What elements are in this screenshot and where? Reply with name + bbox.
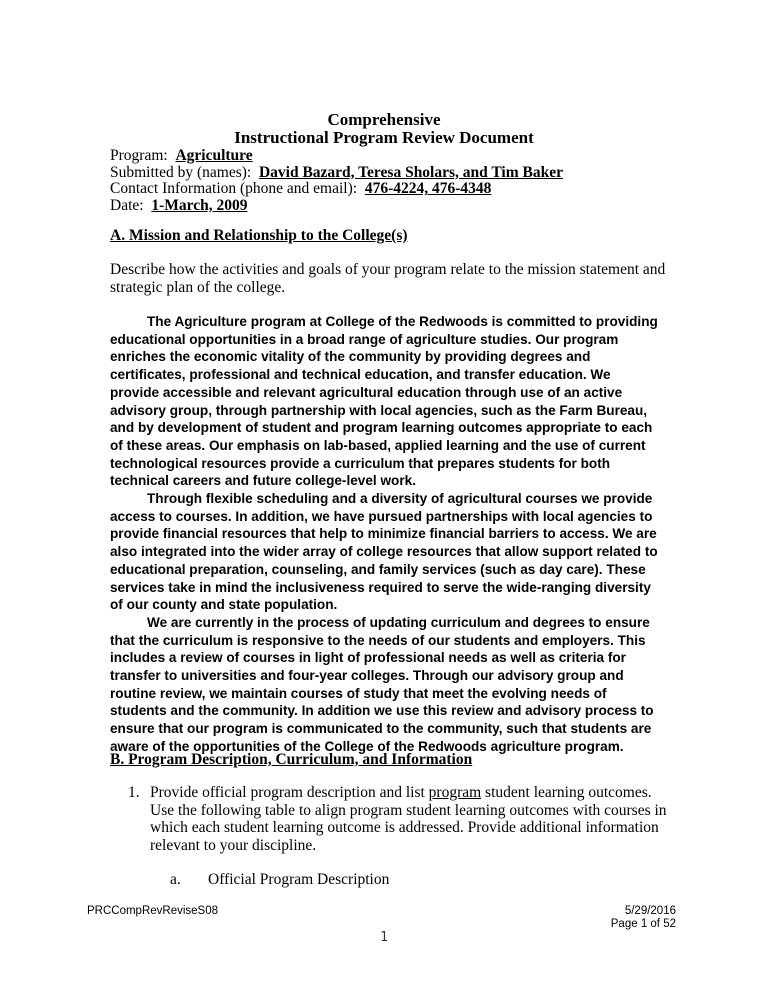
response-paragraph: The Agriculture program at College of the Redwoods is committed to providing educational opportunities in a broad range of agriculture studies. Our program enriches the economic vitality of the community by providing degrees and certificates, professional and technical education, and transfer education. We provide accessible and relevant agricultural education through use of an active advisory group, through partnership with local agencies, such as the Farm Bureau, and by development of student and program learning outcomes appropriate to each of these areas. Our emphasis on lab-based, applied learning and the use of current technological resources provide a curriculum that prepares students for both technical careers and future college-level work. xyxy=(110,314,658,489)
section-a-prompt: Describe how the activities and goals of your program relate to the mission statement and strategic plan of the college. xyxy=(110,261,666,296)
contact-row xyxy=(110,181,563,198)
program-label: Program: xyxy=(110,147,168,164)
section-b-heading: B. Program Description, Curriculum, and Information xyxy=(110,751,473,768)
footer-doc-id: PRCCompRevReviseS08 xyxy=(87,905,219,917)
program-row xyxy=(110,148,563,165)
date-row xyxy=(110,198,563,215)
submitted-row xyxy=(110,165,563,182)
footer-page-of: Page 1 of 52 xyxy=(610,918,676,930)
list-item-1 xyxy=(128,784,688,854)
program-info xyxy=(110,148,563,214)
submitted-value: David Bazard, Teresa Sholars, and Tim Baker xyxy=(258,163,563,181)
submitted-label: Submitted by (names): xyxy=(110,163,252,181)
program-value: Agriculture xyxy=(175,147,253,164)
section-a-heading: A. Mission and Relationship to the College(s) xyxy=(110,227,408,244)
footer-date: 5/29/2016 xyxy=(624,905,676,917)
item-text-part: Provide official program description and list xyxy=(150,784,429,801)
response-paragraph: Through flexible scheduling and a diversity of agricultural courses we provide access to courses. In addition, we have pursued partnerships with local agencies to provide financial resources that help to minimize financial barriers to access. We are also integrated into the wider array of college resources that allow support related to educational preparation, counseling, and family services (such as day care). These services take in mind the inclusiveness required to serve the wide-ranging diversity of our county and state population. xyxy=(110,491,658,613)
item-text-underlined: program xyxy=(428,784,482,801)
section-a-response xyxy=(110,313,662,756)
contact-label: Contact Information (phone and email): xyxy=(110,180,358,198)
date-value: 1-March, 2009 xyxy=(151,196,248,214)
sub-item-text: Official Program Description xyxy=(208,871,390,888)
sub-item-label: a. xyxy=(170,871,181,888)
page-number: 1 xyxy=(380,930,388,945)
list-item-text xyxy=(150,784,675,854)
document-title-line1: Comprehensive xyxy=(327,110,441,129)
list-number: 1. xyxy=(128,784,140,801)
date-label: Date: xyxy=(110,196,144,214)
document-title-line2: Instructional Program Review Document xyxy=(234,128,534,147)
item-text-part: student learning outcomes. Use the following table to align program student learning outcomes with courses in which each student learning outcome is addressed. Provide additional information relevant to your discipline. xyxy=(150,784,667,854)
sub-item-a xyxy=(170,871,389,889)
contact-value: 476-4224, 476-4348 xyxy=(364,180,492,198)
response-paragraph: We are currently in the process of updating curriculum and degrees to ensure that the curriculum is responsive to the needs of our students and employers. This includes a review of courses in light of professional needs as well as criteria for transfer to universities and four-year colleges. Through our advisory group and routine review, we maintain courses of study that meet the evolving needs of students and the community. In addition we use this review and advisory process to ensure that our program is communicated to the community, such that students are aware of the opportunities of the College of the Redwoods agriculture program. xyxy=(110,614,654,754)
